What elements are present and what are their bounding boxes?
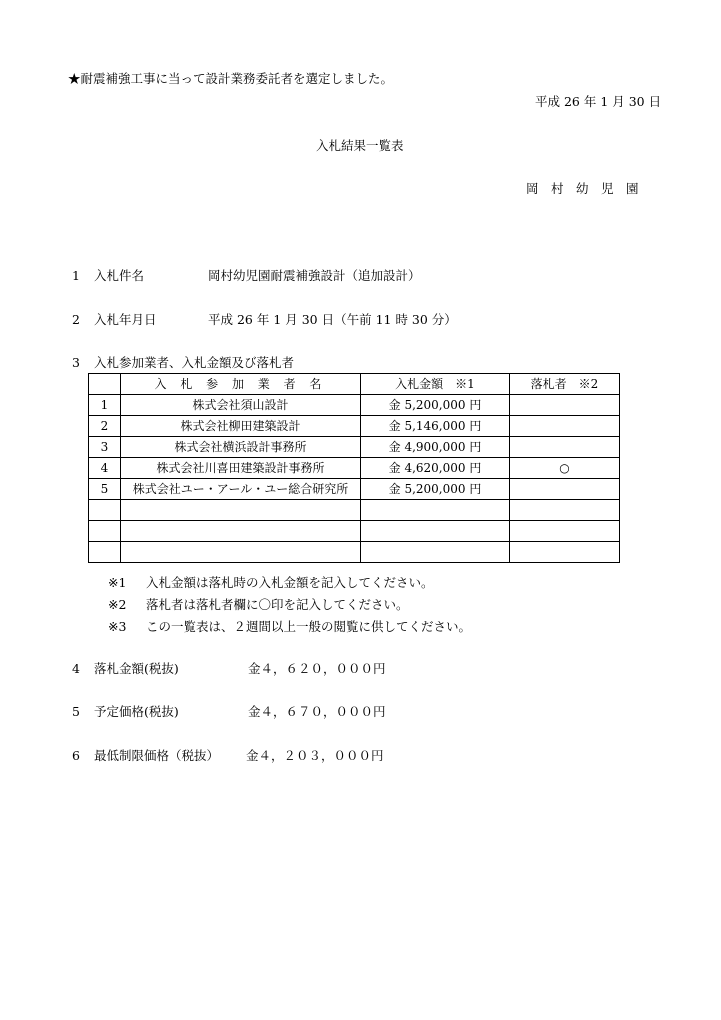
row-number: 4 bbox=[89, 458, 121, 479]
note-3-mark: ※3 bbox=[108, 619, 127, 634]
bidder-name: 株式会社柳田建築設計 bbox=[121, 416, 361, 437]
document-date: 平成 26 年 1 月 30 日 bbox=[535, 94, 662, 109]
winner-mark bbox=[510, 437, 620, 458]
bid-amount bbox=[361, 542, 510, 563]
bidder-name bbox=[121, 500, 361, 521]
table-row bbox=[89, 542, 620, 563]
bidder-name: 株式会社ユー・アール・ユー総合研究所 bbox=[121, 479, 361, 500]
section-5-label: 予定価格(税抜) bbox=[94, 704, 179, 719]
table-header-row bbox=[89, 374, 620, 395]
bid-amount bbox=[361, 500, 510, 521]
header-bidder-name: 入 札 参 加 業 者 名 bbox=[121, 374, 361, 395]
winner-mark bbox=[510, 521, 620, 542]
note-2-text: 落札者は落札者欄に〇印を記入してください。 bbox=[146, 597, 409, 612]
bidder-name: 株式会社川喜田建築設計事務所 bbox=[121, 458, 361, 479]
winner-mark bbox=[510, 542, 620, 563]
table-row bbox=[89, 395, 620, 416]
table-row bbox=[89, 437, 620, 458]
bid-amount: 金 4,620,000 円 bbox=[361, 458, 510, 479]
row-number bbox=[89, 542, 121, 563]
bid-amount: 金 4,900,000 円 bbox=[361, 437, 510, 458]
bidder-name: 株式会社横浜設計事務所 bbox=[121, 437, 361, 458]
section-2-number: 2 bbox=[72, 312, 80, 327]
bid-amount bbox=[361, 521, 510, 542]
organization-name: 岡 村 幼 児 園 bbox=[526, 181, 639, 196]
bid-amount: 金 5,146,000 円 bbox=[361, 416, 510, 437]
section-5-value: 金４，６７０，０００円 bbox=[248, 704, 386, 719]
section-2-value: 平成 26 年 1 月 30 日（午前 11 時 30 分） bbox=[208, 312, 457, 327]
winner-mark bbox=[510, 479, 620, 500]
section-1-number: 1 bbox=[72, 268, 80, 283]
note-2-mark: ※2 bbox=[108, 597, 127, 612]
document-title: 入札結果一覧表 bbox=[316, 138, 404, 153]
note-3-text: この一覧表は、２週間以上一般の閲覧に供してください。 bbox=[146, 619, 472, 634]
note-1-mark: ※1 bbox=[108, 575, 127, 590]
winner-mark: ○ bbox=[510, 458, 620, 479]
section-4-label: 落札金額(税抜) bbox=[94, 661, 179, 676]
row-number bbox=[89, 521, 121, 542]
table-row bbox=[89, 416, 620, 437]
table-row bbox=[89, 458, 620, 479]
table-row bbox=[89, 521, 620, 542]
section-6-number: 6 bbox=[72, 748, 80, 763]
table-row bbox=[89, 479, 620, 500]
bid-amount: 金 5,200,000 円 bbox=[361, 479, 510, 500]
section-1-value: 岡村幼児園耐震補強設計（追加設計） bbox=[208, 268, 421, 283]
table-row bbox=[89, 500, 620, 521]
row-number: 5 bbox=[89, 479, 121, 500]
section-2-label: 入札年月日 bbox=[94, 312, 157, 327]
bidder-name: 株式会社須山設計 bbox=[121, 395, 361, 416]
section-1-label: 入札件名 bbox=[94, 268, 145, 283]
winner-mark bbox=[510, 416, 620, 437]
winner-mark bbox=[510, 500, 620, 521]
bidder-name bbox=[121, 542, 361, 563]
row-number: 1 bbox=[89, 395, 121, 416]
header-number bbox=[89, 374, 121, 395]
section-3-label: 入札参加業者、入札金額及び落札者 bbox=[94, 355, 295, 370]
row-number: 3 bbox=[89, 437, 121, 458]
row-number: 2 bbox=[89, 416, 121, 437]
bidder-name bbox=[121, 521, 361, 542]
section-6-value: 金４，２０３，０００円 bbox=[246, 748, 384, 763]
header-bid-amount: 入札金額 ※1 bbox=[361, 374, 510, 395]
winner-mark bbox=[510, 395, 620, 416]
section-6-label: 最低制限価格（税抜） bbox=[94, 748, 220, 763]
row-number bbox=[89, 500, 121, 521]
notice-text: ★耐震補強工事に当って設計業務委託者を選定しました。 bbox=[68, 71, 394, 86]
section-3-number: 3 bbox=[72, 355, 80, 370]
header-winner: 落札者 ※2 bbox=[510, 374, 620, 395]
section-5-number: 5 bbox=[72, 704, 80, 719]
section-4-value: 金４，６２０，０００円 bbox=[248, 661, 386, 676]
note-1-text: 入札金額は落札時の入札金額を記入してください。 bbox=[146, 575, 434, 590]
section-4-number: 4 bbox=[72, 661, 80, 676]
bid-results-table bbox=[88, 373, 620, 563]
bid-amount: 金 5,200,000 円 bbox=[361, 395, 510, 416]
